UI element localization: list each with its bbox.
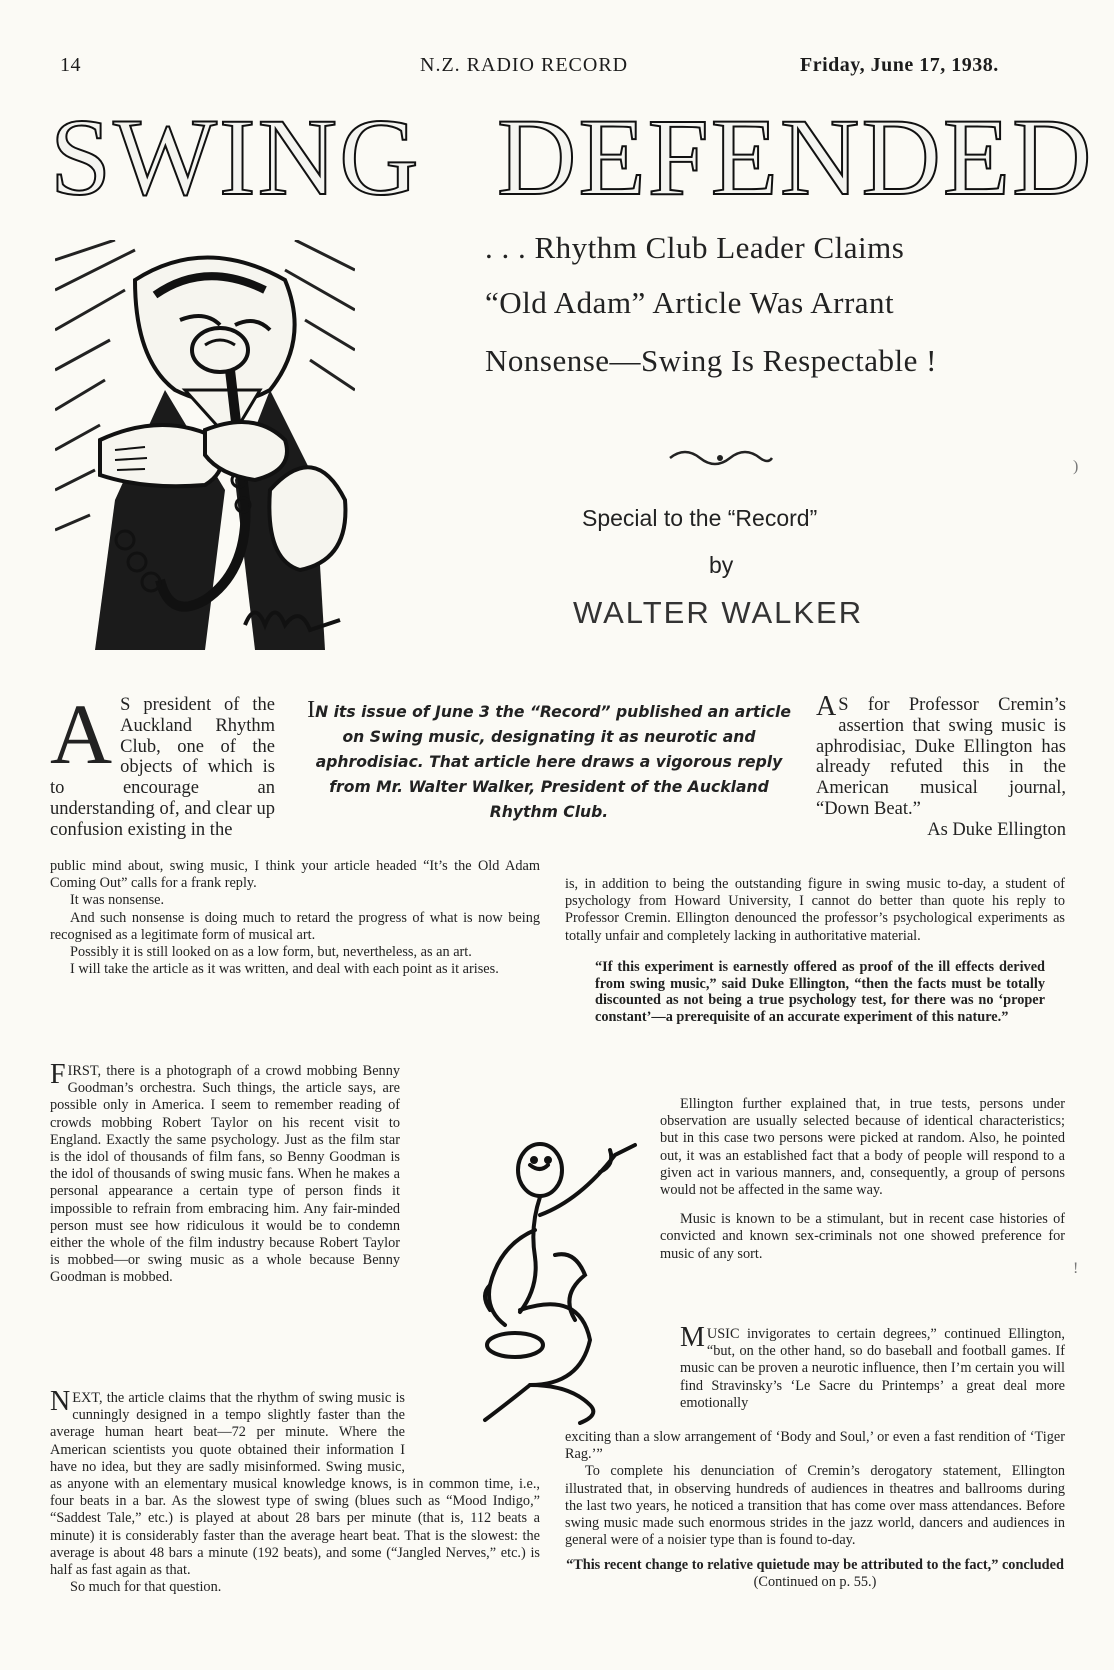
headline-swing: SWING: [50, 96, 421, 218]
section-text: invigorates to certain degrees,” continued Ellington, “but, on the other hand, so do baseball and football games. If music can be proven a neurotic influence, then I’m certain you will find Stravinsky’s ‘Le Sacre du Printemps’ a great deal more emotionally: [680, 1326, 1066, 1411]
paragraph: [680, 1322, 1066, 1412]
closing-quote: [565, 1557, 1065, 1591]
paragraph: is, in addition to being the outstanding figure in swing music to-day, a student of psychology from Howard University, I cannot do better than quote his reply to Professor Cremin. Ellington denounced the professor’s psychological experiments as totally unfair and completely lacking in authoritative material.: [565, 876, 1065, 944]
right-opening-paragraph: [816, 691, 1066, 841]
byline-by: by: [709, 552, 734, 578]
saxophonist-illustration: [55, 240, 355, 650]
publication-name: N.Z. RADIO RECORD: [420, 54, 629, 76]
section-text: Where the American scientists you quote obtained their information I have no idea, but they are sadly misinformed. Swing music, as anyone with an elementary musical knowledge knows, is in common time, i.e., four beats in a bar. As the slowest type of swing (blues such as “Mood Indigo,” “Saddest Tale,” etc.) is played at about 28 bars per minute (that is, 112 beats a minute) it is considerably faster than the average heart beat. That is the slowest: the average is about 48 bars a minute (192 beats), and some (“Jangled Nerves,” etc.) is half as fast again as that.: [50, 1424, 540, 1579]
editor-intro: [298, 698, 800, 825]
ellington-quote: “If this experiment is earnestly offered as proof of the ill effects derived from swing music,” said Duke Ellington, “then the facts must be totally discounted as not being a true psychology test, for there was no ‘proper constant’—a prerequisite of an accurate experiment of this nature.”: [595, 958, 1045, 1026]
edge-mark: !: [1073, 1260, 1079, 1277]
section-caps: IRST,: [67, 1063, 102, 1079]
intro-text: N its issue of June 3 the “Record” published an article on Swing music, designating it as neurotic and aphrodisiac. That article here draws a vigorous reply from Mr. Walter Walker, President of the Auckland Rhythm Club.: [315, 703, 791, 821]
headline-defended: DEFENDED: [497, 96, 1094, 218]
left-column-body: [50, 858, 540, 978]
second-section: [50, 1386, 540, 1596]
paragraph: I will take the article as it was written, and deal with each point as it arises.: [70, 961, 499, 978]
ornament-divider-icon: [665, 446, 775, 470]
dancing-figure-illustration: [470, 1135, 660, 1425]
section-text: the article claims that the rhythm of swing music is cunningly designed in a tempo slightly faster than the average human heart beat—72 per minute.: [50, 1390, 405, 1441]
music-section: [680, 1322, 1066, 1412]
continued-note: (Continued on p. 55.): [753, 1574, 877, 1591]
paragraph: Music is known to be a stimulant, but in recent case histories of convicted and known sex-criminals not one showed preference for music of any sort.: [660, 1211, 1065, 1262]
page-number: 14: [60, 54, 81, 76]
paragraph: Possibly it is still looked on as a low form, but, nevertheless, as an art.: [70, 944, 472, 961]
right-column-mid: [660, 1096, 1065, 1263]
drop-cap-a: A: [50, 686, 113, 782]
author-name: WALTER WALKER: [573, 595, 864, 630]
special-to-record: Special to the “Record”: [582, 505, 818, 531]
edge-mark: ): [1073, 458, 1079, 475]
paragraph: So much for that question.: [70, 1579, 222, 1596]
opening-paragraph: [50, 686, 275, 841]
drop-cap-a-right: A: [816, 691, 837, 722]
right-opening-lead: S for Professor Cremin’s assertion that swing music is aphrodisiac, Duke Ellington has already refuted this in the American musical journal, “Down Beat.”: [816, 695, 1066, 819]
paragraph: To complete his denunciation of Cremin’s derogatory statement, Ellington illustrated that, in observing hundreds of audiences in theatres and ballrooms during the last two years, he noticed a transition that has come over mass attendances. Before swing music made such enormous strides in the jazz world, dancers and audiences in general were of a noisier type than is found to-day.: [565, 1463, 1065, 1549]
right-column-body: [565, 876, 1065, 1032]
drop-cap-f: F: [50, 1059, 66, 1090]
right-opening-tail: As Duke Ellington: [927, 819, 1066, 840]
section-text: there is a photograph of a crowd mobbing Benny Goodman’s orchestra. Such things, the article says, are possible only in America. I seem to remember reading of crowds mobbing Robert Taylor on his recent visit to England. Exactly the same psychology. Just as the film star is the idol of thousands of film fans, so Benny Goodman is the idol of thousands of swing music fans. When he makes a personal appearance a certain type of person finds it impossible to refrain from embracing him. Any fair-minded person must see how ridiculous it would be to condemn either the whole of the film industry because Robert Taylor is mobbed—or swing music as a whole because Benny Goodman is mobbed.: [50, 1063, 401, 1286]
issue-date: Friday, June 17, 1938.: [800, 54, 999, 76]
first-section: [50, 1059, 540, 1383]
intro-initial: I: [307, 697, 316, 723]
paragraph: exciting than a slow arrangement of ‘Body and Soul,’ or even a fast rendition of ‘Tiger Rag.’”: [565, 1429, 1065, 1463]
right-column-bottom: [565, 1429, 1065, 1591]
closing-quote-text: “This recent change to relative quietude may be attributed to the fact,” concluded: [566, 1557, 1064, 1574]
paragraph: It was nonsense.: [70, 892, 165, 909]
opening-lead: S president of the Auckland Rhythm Club, one of the objects of which is to encourage an understanding of, and clear up confusion existing in the: [50, 695, 275, 840]
subheadline-line-3: Nonsense—Swing Is Respectable !: [485, 343, 937, 378]
paragraph: Ellington further explained that, in true tests, persons under observation are usually selected because of identical characteristics; but in this case two persons were picked at random. Also, he pointed out, it was an established fact that a body of people will respond to a given act in various manners, and, consequently, a group of persons would not be affected in the same way.: [660, 1096, 1065, 1199]
drop-cap-n: N: [50, 1386, 71, 1417]
section-caps: EXT,: [72, 1390, 103, 1406]
drop-cap-m: M: [680, 1322, 705, 1353]
paragraph: And such nonsense is doing much to retard the progress of what is now being recognised as a legitimate form of musical art.: [50, 909, 540, 943]
subheadline-line-1: . . . Rhythm Club Leader Claims: [485, 230, 905, 265]
subheadline-line-2: “Old Adam” Article Was Arrant: [485, 285, 895, 320]
section-caps: USIC: [706, 1326, 740, 1342]
paragraph: public mind about, swing music, I think your article headed “It’s the Old Adam Coming Out” calls for a frank reply.: [50, 858, 540, 892]
